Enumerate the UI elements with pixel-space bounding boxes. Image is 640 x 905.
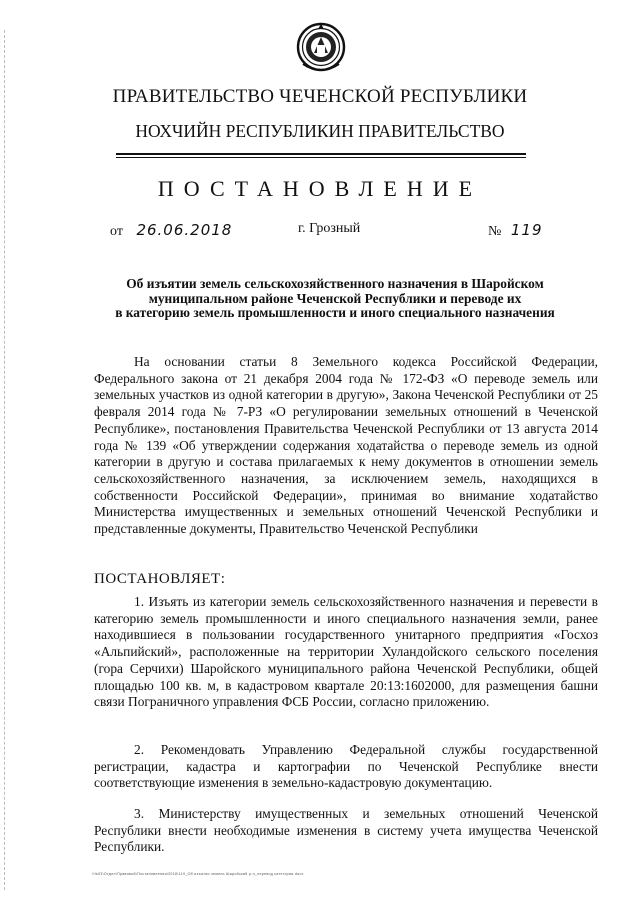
government-title: ПРАВИТЕЛЬСТВО ЧЕЧЕНСКОЙ РЕСПУБЛИКИ (112, 86, 528, 107)
date-prefix: от (110, 224, 123, 239)
footer-file-path: \\fs03\Отдел\Правовой\Постановления\2018\119_Об изъятии земель Шаройский р-н_перевод категории.docx (92, 872, 304, 876)
decree-item-text: 2. Рекомендовать Управлению Федеральной службы государственной регистрации, кадастра и картографии по Чеченской Республике внести соответствующие изменения в земельно-кадастровую документацию. (94, 742, 598, 791)
decree-word: ПОСТАНОВЛЯЕТ: (94, 571, 226, 587)
date-block (110, 221, 232, 240)
heading-line-3: в категорию земель промышленности и иного специального назначения (115, 305, 555, 321)
decree-item-3 (94, 806, 598, 856)
heading-line-2: муниципальном районе Чеченской Республики и переводе их (148, 290, 522, 306)
number-block (488, 221, 543, 240)
preamble-text: На основании статьи 8 Земельного кодекса Российской Федерации, Федерального закона от 21 декабря 2004 года № 172-ФЗ «О переводе земель или земельных участков из одной категории в другую», Закона Чеченской Республики от 25 февраля 2014 года № 7-РЗ «О регулировании земельных отношений в Чеченской Республике», постановления Правительства Чеченской Республики от 13 августа 2014 года № 139 «Об утверждении содержания ходатайства о переводе земель из одной категории в другую и состава прилагаемых к нему документов в отношении земель сельскохозяйственного назначения, за исключением земель, находящихся в собственности Российской Федерации», принимая во внимание ходатайство Министерства имущественных и земельных отношений Чеченской Республики и представленные документы, Правительство Чеченской Республики (94, 354, 598, 537)
preamble-paragraph (94, 354, 598, 538)
city-label: г. Грозный (298, 221, 361, 236)
decree-item-2 (94, 742, 598, 792)
number-prefix: № (488, 224, 502, 239)
number-value: 119 (510, 221, 543, 239)
decree-item-1 (94, 594, 598, 711)
decree-item-text: 3. Министерству имущественных и земельных отношений Чеченской Республики внести необходимые изменения в систему учета имущества Чеченской Республики. (94, 806, 598, 855)
document-heading (70, 277, 600, 321)
date-value: 26.06.2018 (136, 221, 233, 239)
scan-edge-line (4, 30, 6, 890)
heading-line-1: Об изъятии земель сельскохозяйственного назначения в Шаройском (126, 276, 544, 291)
header-rule-thin (116, 157, 526, 158)
document-type: ПОСТАНОВЛЕНИЕ (157, 176, 483, 201)
emblem-icon (296, 20, 346, 78)
decree-item-text: 1. Изъять из категории земель сельскохозяйственного назначения и перевести в категорию земель промышленности и иного специального назначения земли, ранее находившиеся в пользовании государственного унитарного предприятия «Госхоз «Альпийский», расположенные на территории Хуландойского сельского поселения (гора Серчихи) Шаройского муниципального района Чеченской Республики, общей площадью 100 кв. м, в кадастровом квартале 20:13:1602000, для размещения башни связи Пограничного управления ФСБ России, согласно приложению. (94, 594, 598, 710)
header-rule-thick (116, 153, 526, 155)
government-title-chechen: НОХЧИЙН РЕСПУБЛИКИН ПРАВИТЕЛЬСТВО (135, 121, 505, 141)
